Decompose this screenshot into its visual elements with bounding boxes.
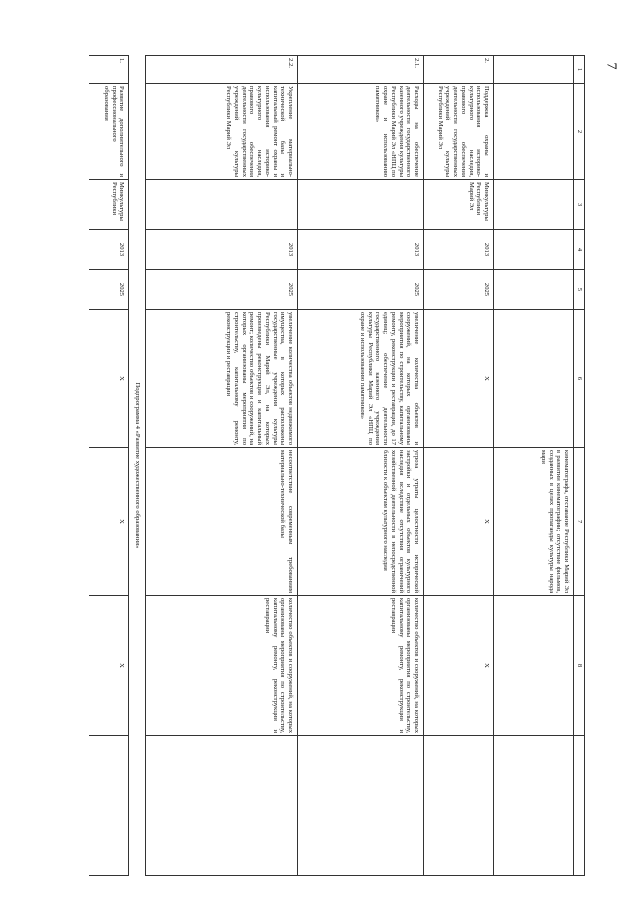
table-row <box>89 56 129 876</box>
header-col-5: 5 <box>574 270 585 310</box>
table-row <box>298 56 424 876</box>
table-row <box>494 56 574 876</box>
header-row <box>574 56 585 876</box>
cell-result: X <box>424 310 494 448</box>
cell-executor <box>146 180 298 230</box>
cell-note <box>298 736 424 876</box>
header-col-7: 7 <box>574 448 585 596</box>
cell-name: Расходы на обеспечение деятельности государственного казенного учреждения культуры Республики Марий Эл «НПЦ по охране и использованию памятников» <box>298 84 424 180</box>
cell-risk: X <box>424 448 494 596</box>
cell-executor: Минкультуры Республики <box>89 180 129 230</box>
cell-result: X <box>89 310 129 448</box>
cell-end: 2025 <box>89 270 129 310</box>
subprogram-row <box>129 56 146 876</box>
cell-executor <box>494 180 574 230</box>
cell-indicator: X <box>424 596 494 736</box>
cell-start: 2013 <box>89 230 129 270</box>
cell-result: увеличение количества объектов недвижимого имущества, в которых расположены государственные учреждения культуры Республики Марий Эл, на которых произведены реконструкция и капитальный ремонт; количество объектов и сооружений, на которых организованы мероприятия по строительству, капитальному ремонту, реконструкции и реставрации <box>146 310 298 448</box>
cell-risk: угроза утраты целостности исторической застройки и отдельных объектов культурного наследия вследствие отсутствия ограничений хозяйственной деятельности в непосредственной близости к объектам культурного наследия <box>298 448 424 596</box>
cell-result: увеличение количества объектов и сооружений, на которых организованы мероприятия по строительству, капитальному ремонту, реконструкции и реставрации, до 17 единиц; обеспечение деятельности государственного казенного учреждения культуры Республики Марий Эл «НПЦ по охране и использованию памятников» <box>298 310 424 448</box>
cell-end: 2025 <box>146 270 298 310</box>
cell-name: Поддержка охраны и использования историко-культурного наследия, правового обеспечения деятельности государственных учреждений культуры Республики Марий Эл <box>424 84 494 180</box>
table-row <box>146 56 298 876</box>
cell-note <box>494 736 574 876</box>
cell-no: 2. <box>424 56 494 84</box>
cell-no <box>494 56 574 84</box>
header-col-1: 1 <box>574 56 585 84</box>
rotated-table-container <box>65 55 585 875</box>
cell-note <box>89 736 129 876</box>
cell-start <box>494 230 574 270</box>
header-col-6: 6 <box>574 310 585 448</box>
cell-name <box>494 84 574 180</box>
cell-no: 1. <box>89 56 129 84</box>
cell-note <box>424 736 494 876</box>
cell-name: Развитие дополнительного и профессионального образования <box>89 84 129 180</box>
cell-executor: Минкультуры Республики Марий Эл <box>424 180 494 230</box>
cell-executor <box>298 180 424 230</box>
program-table <box>89 55 585 876</box>
header-col-4: 4 <box>574 230 585 270</box>
cell-indicator: X <box>89 596 129 736</box>
cell-no: 2.2. <box>146 56 298 84</box>
cell-risk: кинематографа, отставание Республики Марий Эл в развитии кинематографии; отсутствие фильмов, созданных в целях пропаганды культуры народа мари <box>494 448 574 596</box>
cell-indicator: количество объектов и сооружений, на которых организованы мероприятия по строительству, капитальному ремонту, реконструкции и реставрации <box>146 596 298 736</box>
cell-result <box>494 310 574 448</box>
cell-start: 2013 <box>146 230 298 270</box>
header-col-8: 8 <box>574 596 585 736</box>
header-col-9 <box>574 736 585 876</box>
subprogram-title: Подпрограмма 4 «Развитие художественного образования» <box>129 56 146 876</box>
header-col-2: 2 <box>574 84 585 180</box>
cell-indicator <box>494 596 574 736</box>
cell-note <box>146 736 298 876</box>
cell-indicator: количество объектов и сооружений, на которых организованы мероприятия по строительству, капитальному ремонту, реконструкции и реставрации <box>298 596 424 736</box>
cell-name: Укрепление материально-технической базы и капитальный ремонт охраны и использования историко-культурного наследия, правового обеспечения деятельности государственных учреждений культуры Республики Марий Эл <box>146 84 298 180</box>
table-row <box>424 56 494 876</box>
cell-end: 2025 <box>424 270 494 310</box>
cell-end <box>494 270 574 310</box>
cell-no: 2.1. <box>298 56 424 84</box>
cell-risk: X <box>89 448 129 596</box>
cell-start: 2013 <box>298 230 424 270</box>
cell-risk: несоответствие современным требованиям материально-технической базы <box>146 448 298 596</box>
cell-start: 2013 <box>424 230 494 270</box>
header-col-3: 3 <box>574 180 585 230</box>
page-number: 7 <box>603 62 619 70</box>
cell-end: 2025 <box>298 270 424 310</box>
